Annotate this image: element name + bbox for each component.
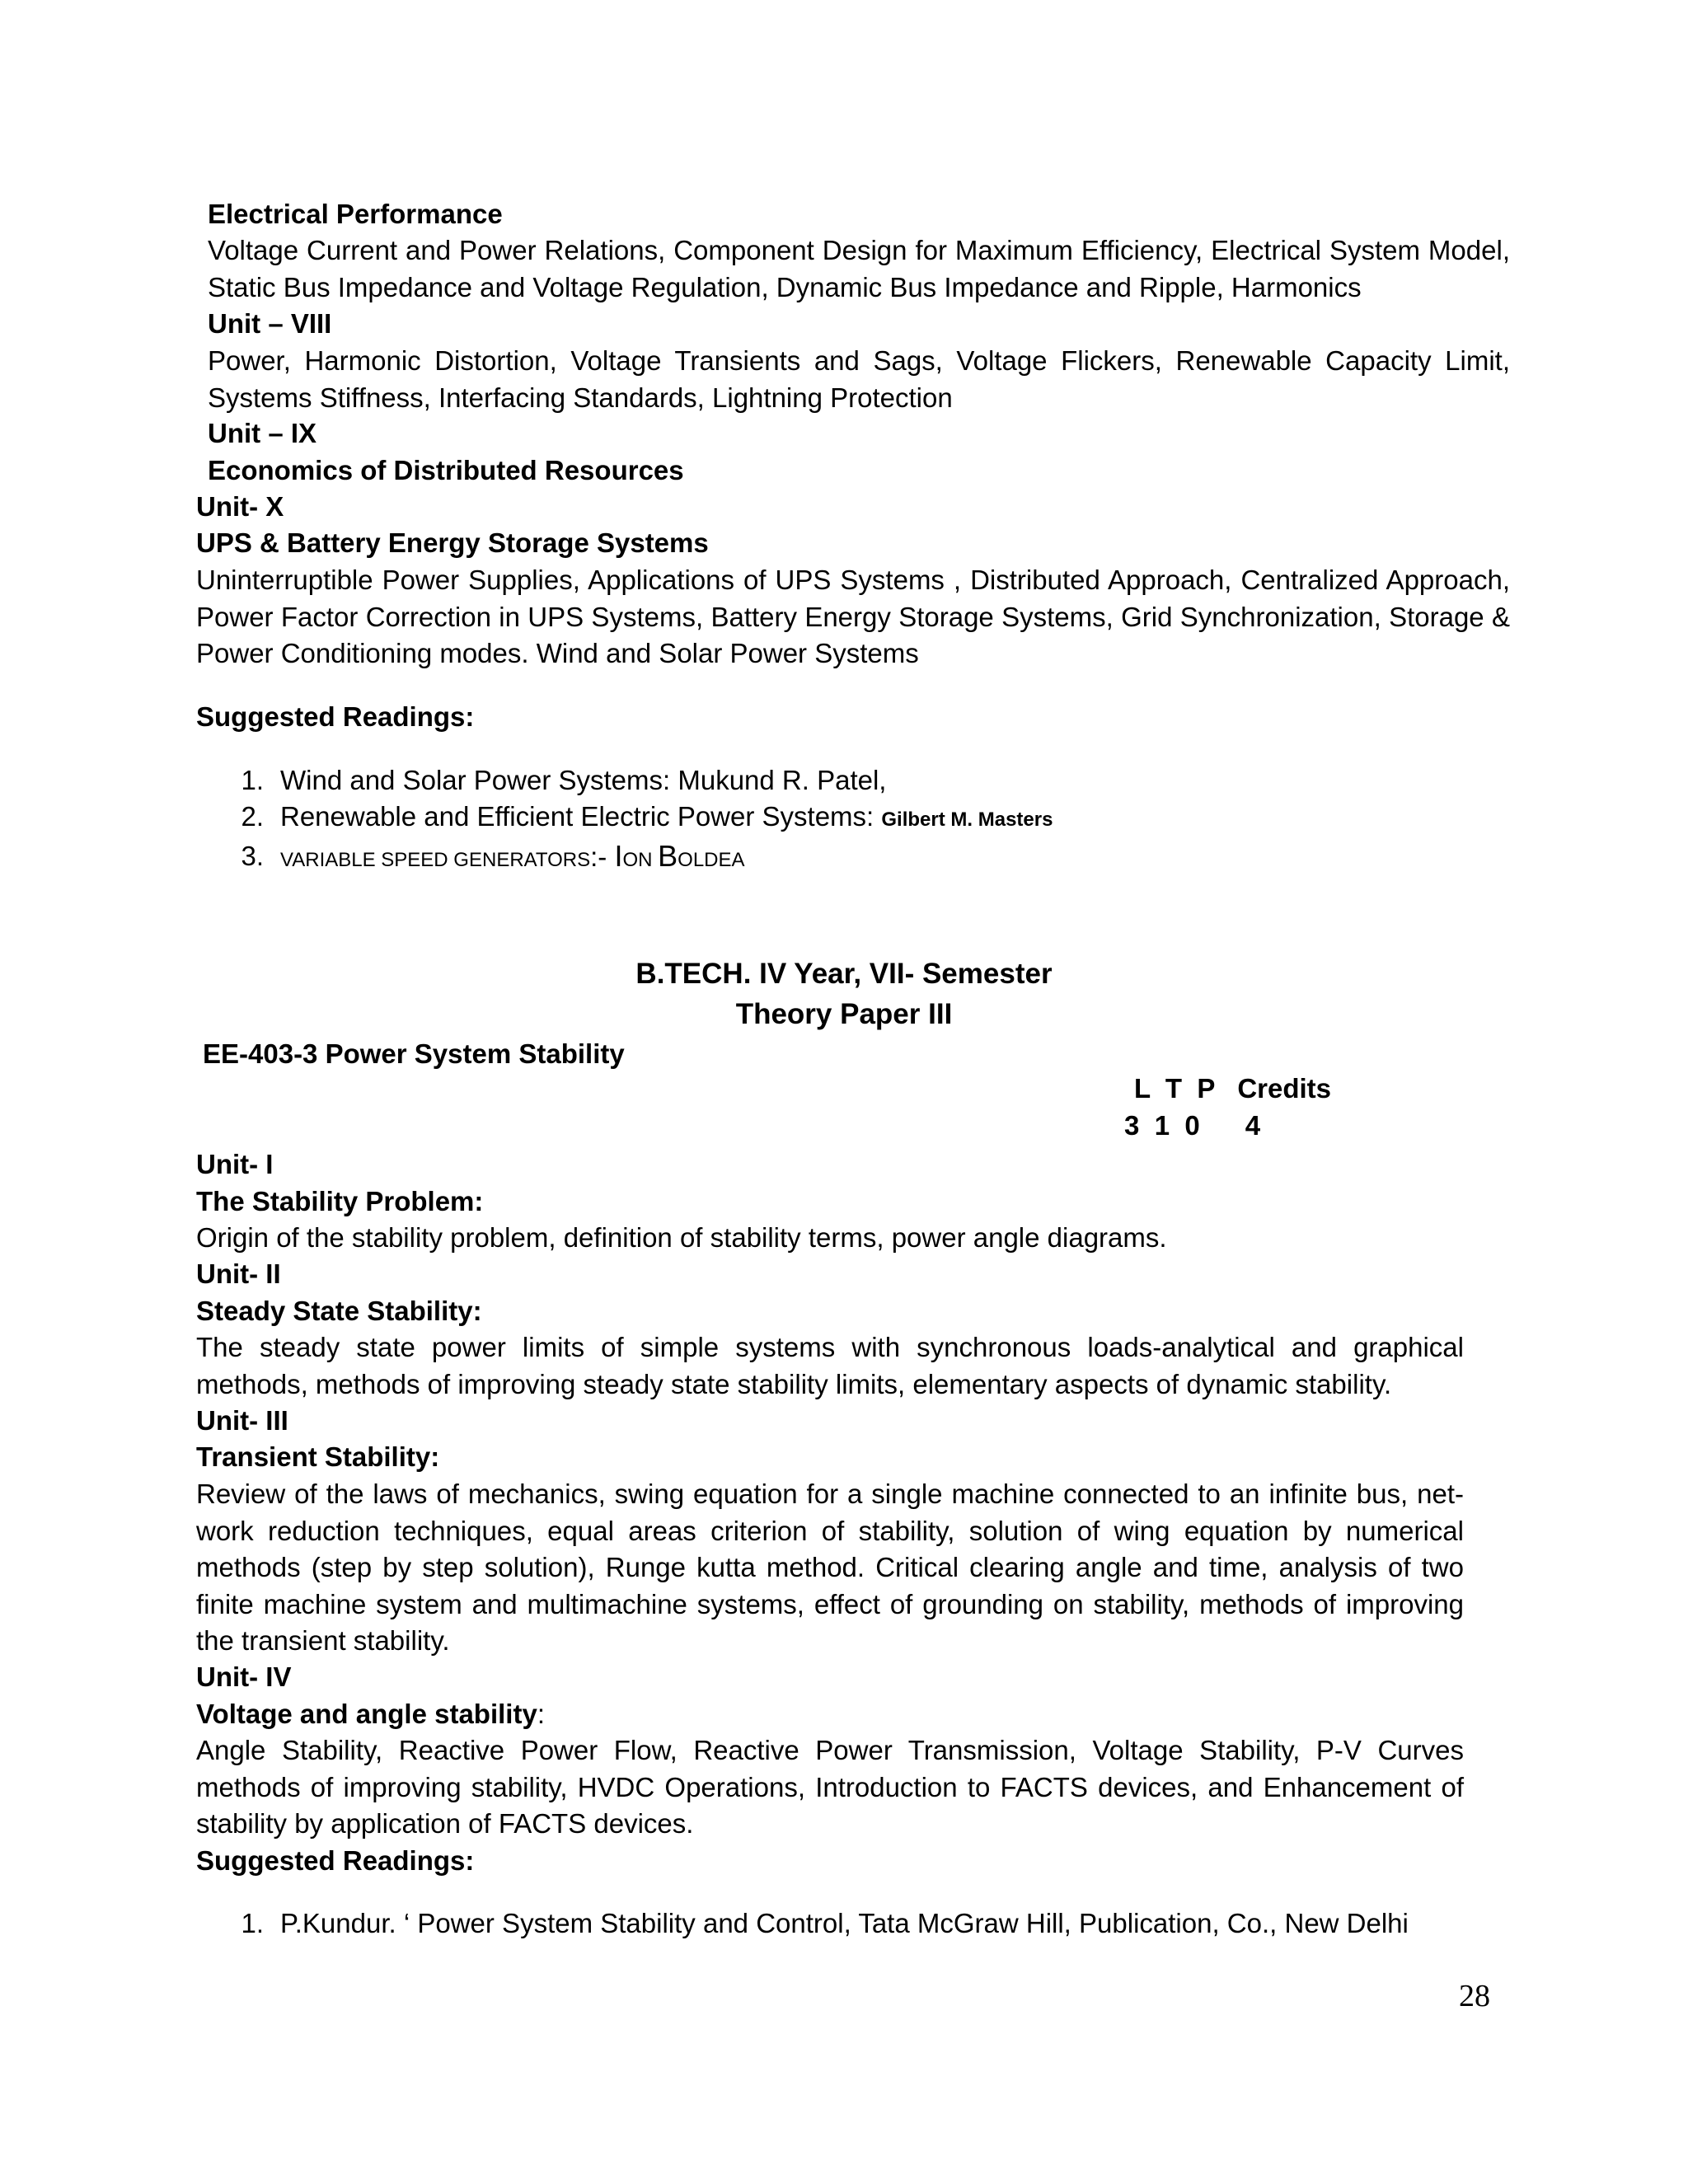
list-text	[280, 838, 745, 879]
transient-heading: Transient Stability:	[196, 1441, 440, 1472]
list-item	[231, 1905, 1467, 1942]
transient-text	[196, 1476, 1464, 1660]
reading-separator: :-	[590, 841, 615, 872]
course-code: EE-403-3 Power System Stability	[203, 1038, 625, 1069]
ups-heading: UPS & Battery Energy Storage Systems	[196, 527, 709, 558]
unit-x-heading: Unit- X	[196, 491, 284, 522]
text-line: methods, methods of improving steady state stability limits, elementary aspects of dynamic stability.	[196, 1368, 1392, 1399]
list-number: 3.	[241, 841, 264, 871]
text-line: Power, Harmonic Distortion, Voltage Transients and Sags, Voltage Flickers, Renewable Capacity Limit,	[208, 345, 1510, 376]
ltp-header: L T P Credits	[1134, 1073, 1332, 1104]
text-line: Voltage Current and Power Relations, Component Design for Maximum Efficiency, Electrical System Model,	[208, 235, 1510, 265]
list-text	[280, 799, 1053, 838]
stability-problem-text: Origin of the stability problem, definition of stability terms, power angle diagrams.	[196, 1222, 1167, 1253]
text-line: Power Factor Correction in UPS Systems, Battery Energy Storage Systems, Grid Synchronization, Storage &	[196, 601, 1510, 632]
suggested-readings-heading: Suggested Readings:	[196, 701, 475, 732]
course-title-line2: Theory Paper III	[735, 998, 953, 1030]
stability-problem-heading: The Stability Problem:	[196, 1186, 484, 1216]
text-line: finite machine system and multimachine systems, effect of grounding on stability, methods of improving	[196, 1588, 1464, 1619]
text-line: work reduction techniques, equal areas criterion of stability, solution of wing equation by numerical	[196, 1515, 1464, 1546]
voltage-angle-text	[196, 1732, 1464, 1843]
reading-title: VARIABLE SPEED GENERATORS	[280, 849, 591, 871]
list-number: 1.	[241, 765, 264, 795]
text-line: Uninterruptible Power Supplies, Applications of UPS Systems , Distributed Approach, Centralized Approach,	[196, 565, 1510, 595]
text-line: The steady state power limits of simple systems with synchronous loads-analytical and graphical	[196, 1332, 1464, 1362]
reading-title: Renewable and Efficient Electric Power Systems:	[280, 801, 882, 832]
list-number: 1.	[241, 1908, 264, 1938]
electrical-performance-text	[208, 232, 1510, 306]
text-line: methods of improving stability, HVDC Operations, Introduction to FACTS devices, and Enhancement of	[196, 1771, 1464, 1802]
list-number: 2.	[241, 801, 264, 832]
text-line: Static Bus Impedance and Voltage Regulation, Dynamic Bus Impedance and Ripple, Harmonics	[208, 271, 1362, 302]
unit-ii-heading: Unit- II	[196, 1258, 281, 1289]
ltp-values: 3 1 0 4	[1124, 1110, 1261, 1141]
author-initial: I	[614, 839, 623, 873]
page-number: 28	[1459, 1979, 1490, 2013]
economics-heading: Economics of Distributed Resources	[208, 455, 684, 485]
readings-list	[231, 762, 1467, 878]
list-item	[231, 762, 1467, 799]
text-line: stability by application of FACTS devices.	[196, 1808, 694, 1839]
reading-author: Gilbert M. Masters	[881, 808, 1053, 831]
unit-viii-text	[208, 343, 1510, 416]
heading-colon: :	[537, 1699, 545, 1729]
text-line: Review of the laws of mechanics, swing equation for a single machine connected to an infinite bus, net-	[196, 1479, 1464, 1509]
text-line: methods (step by step solution), Runge kutta method. Critical clearing angle and time, analysis of two	[196, 1552, 1464, 1582]
list-text: P.Kundur. ‘ Power System Stability and Control, Tata McGraw Hill, Publication, Co., New Delhi	[280, 1908, 1409, 1938]
voltage-angle-heading: Voltage and angle stability	[196, 1699, 537, 1729]
unit-iii-heading: Unit- III	[196, 1405, 288, 1436]
ups-text	[196, 562, 1510, 673]
readings-list-2	[231, 1905, 1467, 1942]
text-line: Systems Stiffness, Interfacing Standards, Lightning Protection	[208, 382, 953, 413]
text-line: Angle Stability, Reactive Power Flow, Reactive Power Transmission, Voltage Stability, P-V Curves	[196, 1735, 1464, 1765]
steady-state-text	[196, 1329, 1464, 1403]
author-part: OLDEA	[678, 849, 745, 871]
unit-viii-heading: Unit – VIII	[208, 308, 332, 339]
author-initial: B	[658, 839, 678, 873]
electrical-performance-heading: Electrical Performance	[208, 199, 503, 229]
suggested-readings-heading-2: Suggested Readings:	[196, 1845, 475, 1876]
list-text: Wind and Solar Power Systems: Mukund R. Patel,	[280, 765, 887, 795]
voltage-angle-heading-line	[196, 1696, 545, 1732]
course-title-line1: B.TECH. IV Year, VII- Semester	[635, 958, 1053, 990]
text-line: the transient stability.	[196, 1625, 450, 1656]
text-line: Power Conditioning modes. Wind and Solar Power Systems	[196, 638, 919, 668]
steady-state-heading: Steady State Stability:	[196, 1296, 482, 1326]
author-part: ON	[622, 849, 659, 871]
list-item	[231, 799, 1467, 835]
unit-iv-heading: Unit- IV	[196, 1661, 292, 1692]
list-item	[231, 838, 1467, 878]
unit-i-heading: Unit- I	[196, 1149, 274, 1179]
unit-ix-heading: Unit – IX	[208, 418, 317, 448]
